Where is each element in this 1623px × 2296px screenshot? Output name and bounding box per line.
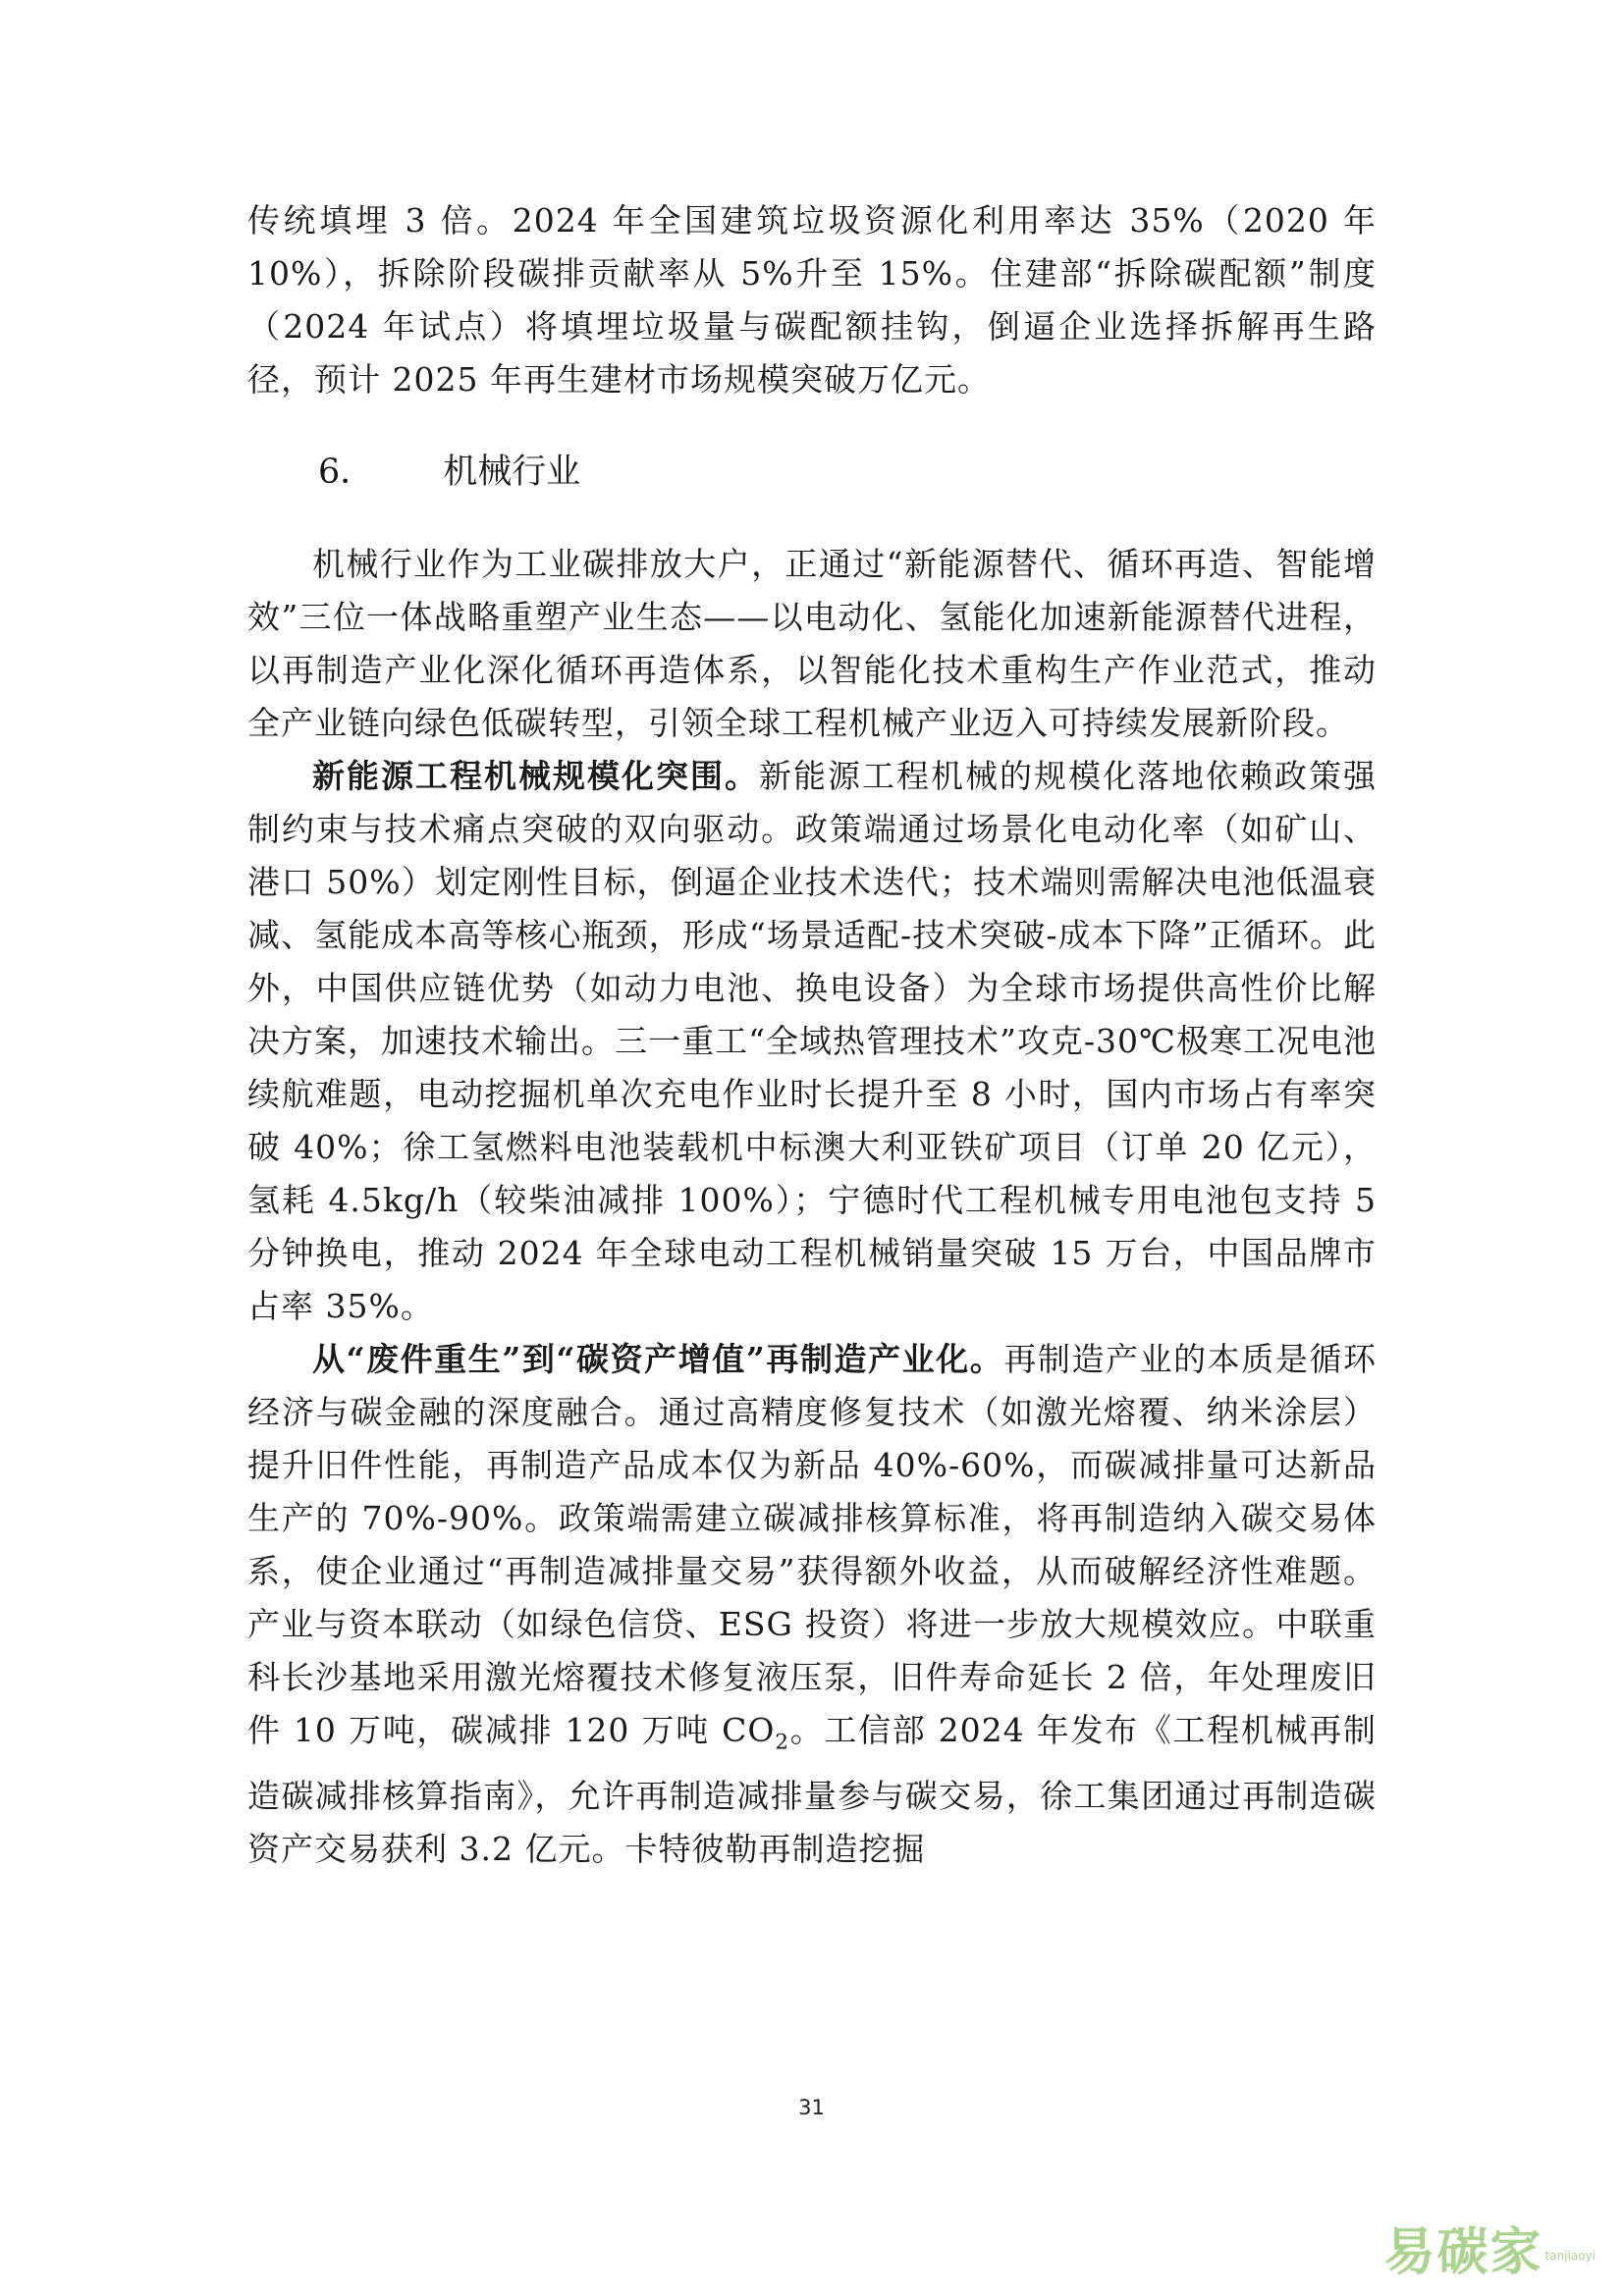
watermark-domain: tanjiaoyi: [1544, 2249, 1596, 2263]
section-title: 机械行业: [443, 453, 581, 492]
new-energy-body: 新能源工程机械的规模化落地依赖政策强制约束与技术痛点突破的双向驱动。政策端通过场景化电动化率（如矿山、港口 50%）划定刚性目标，倒逼企业技术迭代；技术端则需解决电池低温衰减、氢能成本高等核心瓶颈，形成“场景适配-技术突破-成本下降”正循环。此外，中国供应链优势（如动力电池、换电设备）为全球市场提供高性价比解决方案，加速技术输出。三一重工“全域热管理技术”攻克-30℃极寒工况电池续航难题，电动挖掘机单次充电作业时长提升至 8 小时，国内市场占有率突破 40%；徐工氢燃料电池装载机中标澳大利亚铁矿项目（订单 20 亿元），氢耗 4.5kg/h（较柴油减排 100%）；宁德时代工程机械专用电池包支持 5 分钟换电，推动 2024 年全球电动工程机械销量突破 15 万台，中国品牌市占率 35%。: [247, 757, 1377, 1325]
page-number: 31: [798, 2096, 825, 2119]
co2-subscript: 2: [775, 1730, 790, 1755]
new-energy-paragraph: [247, 750, 1377, 1333]
new-energy-lead: 新能源工程机械规模化突围。: [312, 757, 759, 795]
remanufacturing-body-part2: 。工信部 2024 年发布《工程机械再制造碳减排核算指南》，允许再制造减排量参与碳交易，徐工集团通过再制造碳资产交易获利 3.2 亿元。卡特彼勒再制造挖掘: [247, 1711, 1377, 1868]
section-heading: [247, 446, 1377, 499]
remanufacturing-body-part1: 再制造产业的本质是循环经济与碳金融的深度融合。通过高精度修复技术（如激光熔覆、纳米涂层）提升旧件性能，再制造产品成本仅为新品 40%-60%，而碳减排量可达新品生产的 70%-90%。政策端需建立碳减排核算标准，将再制造纳入碳交易体系，使企业通过“再制造减排量交易”获得额外收益，从而破解经济性难题。产业与资本联动（如绿色信贷、ESG 投资）将进一步放大规模效应。中联重科长沙基地采用激光熔覆技术修复液压泵，旧件寿命延长 2 倍，年处理废旧件 10 万吨，碳减排 120 万吨 CO: [247, 1340, 1377, 1749]
remanufacturing-paragraph: [247, 1333, 1377, 1876]
continued-paragraph: 传统填埋 3 倍。2024 年全国建筑垃圾资源化利用率达 35%（2020 年 10%），拆除阶段碳排贡献率从 5%升至 15%。住建部“拆除碳配额”制度（2024 年试点）将填埋垃圾量与碳配额挂钩，倒逼企业选择拆解再生路径，预计 2025 年再生建材市场规模突破万亿元。: [247, 201, 1377, 399]
page-body: [247, 194, 1377, 1876]
section-number: 6．: [318, 453, 375, 492]
intro-paragraph: 机械行业作为工业碳排放大户，正通过“新能源替代、循环再造、智能增效”三位一体战略重塑产业生态——以电动化、氢能化加速新能源替代进程，以再制造产业化深化循环再造体系，以智能化技术重构生产作业范式，推动全产业链向绿色低碳转型，引领全球工程机械产业迈入可持续发展新阶段。: [247, 545, 1377, 742]
watermark: [1383, 2223, 1596, 2282]
remanufacturing-lead: 从“废件重生”到“碳资产增值”再制造产业化。: [312, 1340, 1004, 1378]
watermark-brand: 易碳家: [1383, 2223, 1543, 2282]
